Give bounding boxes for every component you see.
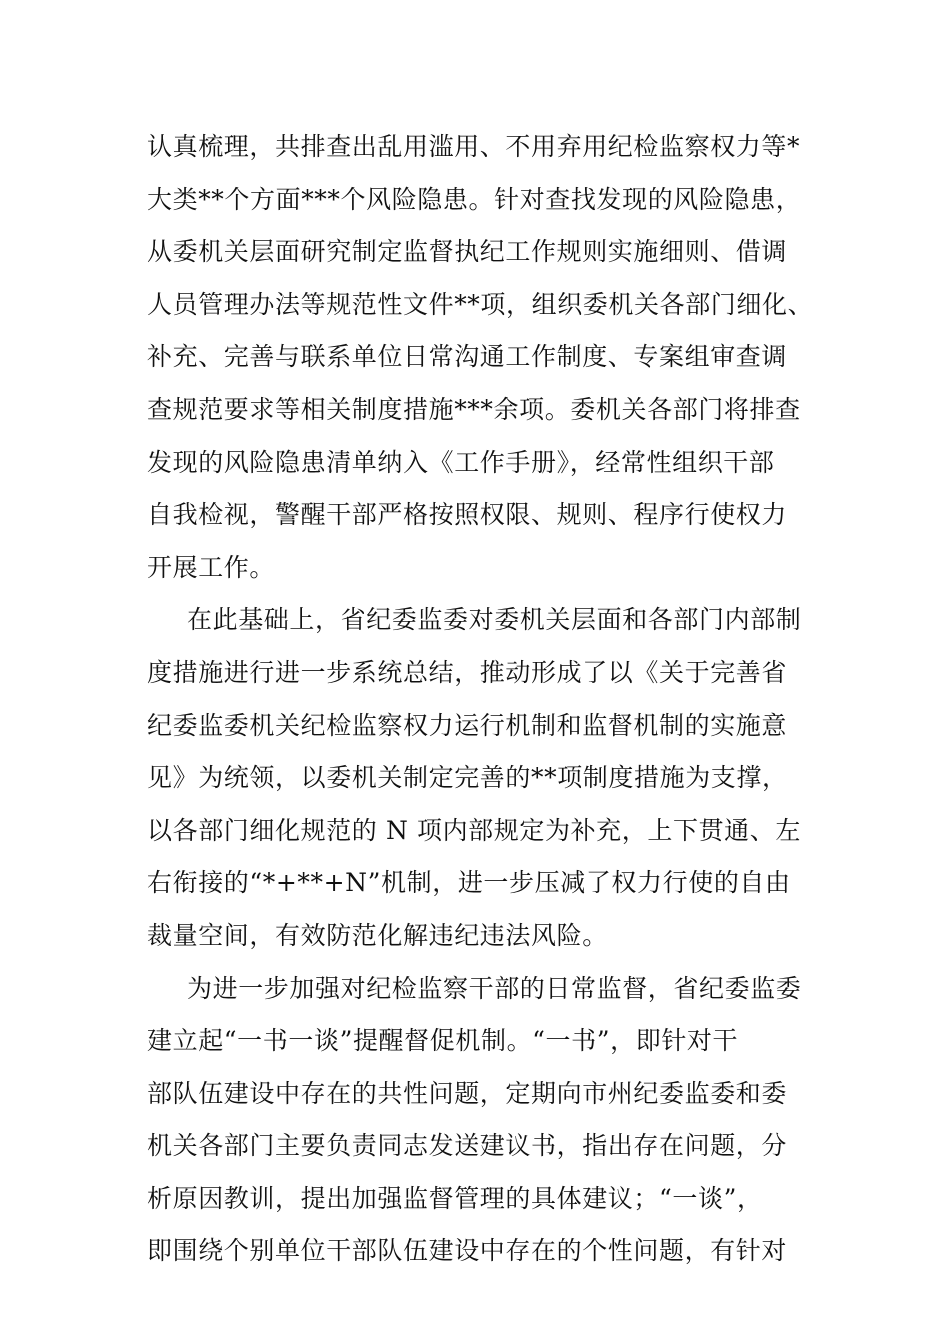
text-line: 大类**个方面***个风险隐患。针对查找发现的风险隐患，: [147, 184, 802, 214]
document-body: [147, 127, 827, 1284]
text-line: 从委机关层面研究制定监督执纪工作规则实施细则、借调: [147, 237, 788, 267]
text-line: 补充、完善与联系单位日常沟通工作制度、专案组审查调: [147, 342, 788, 372]
text-line: 纪委监委机关纪检监察权力运行机制和监督机制的实施意: [147, 710, 788, 740]
text-line: 裁量空间，有效防范化解违纪违法风险。: [147, 920, 608, 950]
text-line: 在此基础上，省纪委监委对委机关层面和各部门内部制: [187, 605, 802, 635]
paragraph-1: [147, 127, 827, 600]
text-line: 建立起“一书一谈”提醒督促机制。“一书”，即针对干: [147, 1026, 739, 1056]
text-line: 人员管理办法等规范性文件**项，组织委机关各部门细化、: [147, 289, 814, 319]
paragraph-2: [147, 600, 827, 968]
text-line: 开展工作。: [147, 552, 276, 582]
text-line: 右衔接的“*+**+N”机制，进一步压减了权力行使的自由: [147, 868, 791, 898]
text-line: 机关各部门主要负责同志发送建议书，指出存在问题，分: [147, 1131, 788, 1161]
text-line: 部队伍建设中存在的共性问题，定期向市州纪委监委和委: [147, 1078, 788, 1108]
text-line: 查规范要求等相关制度措施***余项。委机关各部门将排查: [147, 394, 801, 424]
text-line: 认真梳理，共排查出乱用滥用、不用弃用纪检监察权力等*: [147, 132, 801, 161]
text-line: 为进一步加强对纪检监察干部的日常监督，省纪委监委: [187, 973, 802, 1003]
text-line: 即围绕个别单位干部队伍建设中存在的个性问题，有针对: [147, 1236, 788, 1266]
text-line: 发现的风险隐患清单纳入《工作手册》，经常性组织干部: [147, 447, 775, 477]
text-line: 见》为统领，以委机关制定完善的**项制度措施为支撑，: [147, 763, 788, 793]
text-line: 度措施进行进一步系统总结，推动形成了以《关于完善省: [147, 657, 788, 687]
text-line: 析原因教训，提出加强监督管理的具体建议；“一谈”，: [147, 1183, 763, 1213]
text-line: 以各部门细化规范的 N 项内部规定为补充，上下贯通、左: [147, 815, 801, 845]
paragraph-3: [147, 969, 827, 1285]
text-line: 自我检视，警醒干部严格按照权限、规则、程序行使权力: [147, 500, 788, 530]
